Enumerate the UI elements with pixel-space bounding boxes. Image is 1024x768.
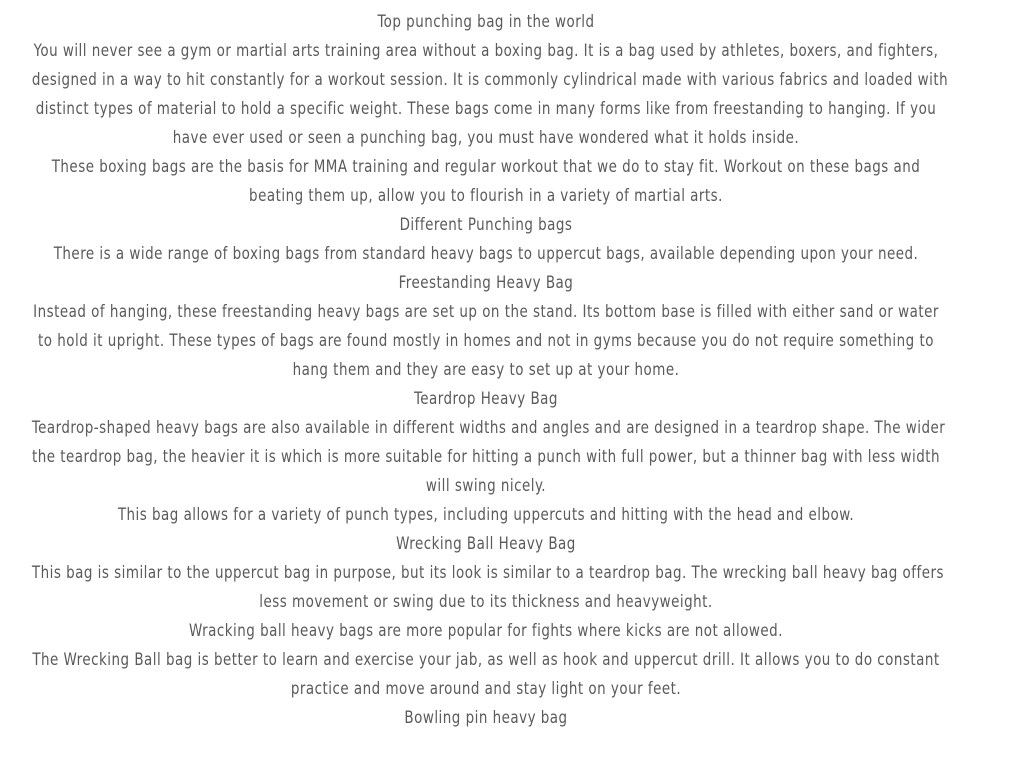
heading-bowling-pin: Bowling pin heavy bag	[404, 708, 568, 728]
text-line: the teardrop bag, the heavier it is which is more suitable for hitting a punch with full power, but a thinner bag with less width	[31, 447, 941, 467]
text-line: Instead of hanging, these freestanding heavy bags are set up on the stand. Its bottom base is filled with either sand or water	[33, 302, 939, 322]
article-title: Top punching bag in the world	[377, 12, 595, 32]
text-line: This bag is similar to the uppercut bag in purpose, but its look is similar to a teardrop bag. The wrecking ball heavy bag offers	[31, 563, 944, 583]
heading-wrecking-ball: Wrecking Ball Heavy Bag	[396, 534, 576, 554]
text-line: hang them and they are easy to set up at your home.	[292, 360, 680, 380]
text-line: distinct types of material to hold a specific weight. These bags come in many forms like from freestanding to hanging. If you	[35, 99, 937, 119]
paragraph-wrecking-2	[0, 617, 1002, 646]
text-line: designed in a way to hit constantly for a workout session. It is commonly cylindrical made with various fabrics and loaded with	[31, 70, 949, 90]
text-line: Wracking ball heavy bags are more popular for fights where kicks are not allowed.	[189, 621, 783, 641]
heading-teardrop: Teardrop Heavy Bag	[414, 389, 558, 409]
text-line: These boxing bags are the basis for MMA training and regular workout that we do to stay fit. Workout on these bags and	[51, 157, 921, 177]
heading-different-bags: Different Punching bags	[399, 215, 573, 235]
article-content	[0, 8, 1002, 733]
text-line: This bag allows for a variety of punch types, including uppercuts and hitting with the head and elbow.	[117, 505, 855, 525]
paragraph-intro-1	[0, 37, 1002, 153]
text-line: will swing nicely.	[425, 476, 547, 496]
paragraph-intro-2	[0, 153, 1002, 211]
text-line: There is a wide range of boxing bags from standard heavy bags to uppercut bags, available depending upon your need.	[53, 244, 919, 264]
text-line: have ever used or seen a punching bag, you must have wondered what it holds inside.	[172, 128, 800, 148]
paragraph-wrecking-3	[0, 646, 1002, 704]
text-line: practice and move around and stay light on your feet.	[290, 679, 682, 699]
text-line: Teardrop-shaped heavy bags are also available in different widths and angles and are designed in a teardrop shape. The wider	[31, 418, 946, 438]
text-line: to hold it upright. These types of bags are found mostly in homes and not in gyms because you do not require something to	[38, 331, 934, 351]
text-line: You will never see a gym or martial arts training area without a boxing bag. It is a bag used by athletes, boxers, and fighters,	[33, 41, 939, 61]
text-line: The Wrecking Ball bag is better to learn and exercise your jab, as well as hook and uppercut drill. It allows you to do constant	[32, 650, 940, 670]
paragraph-teardrop-1	[0, 414, 1002, 501]
paragraph-teardrop-2	[0, 501, 1002, 530]
paragraph-different-bags	[0, 240, 1002, 269]
paragraph-wrecking-1	[0, 559, 1002, 617]
text-line: beating them up, allow you to flourish in a variety of martial arts.	[249, 186, 723, 206]
article-page	[0, 8, 1024, 748]
text-line: less movement or swing due to its thickness and heavyweight.	[259, 592, 713, 612]
heading-freestanding: Freestanding Heavy Bag	[398, 273, 574, 293]
paragraph-freestanding	[0, 298, 1002, 385]
